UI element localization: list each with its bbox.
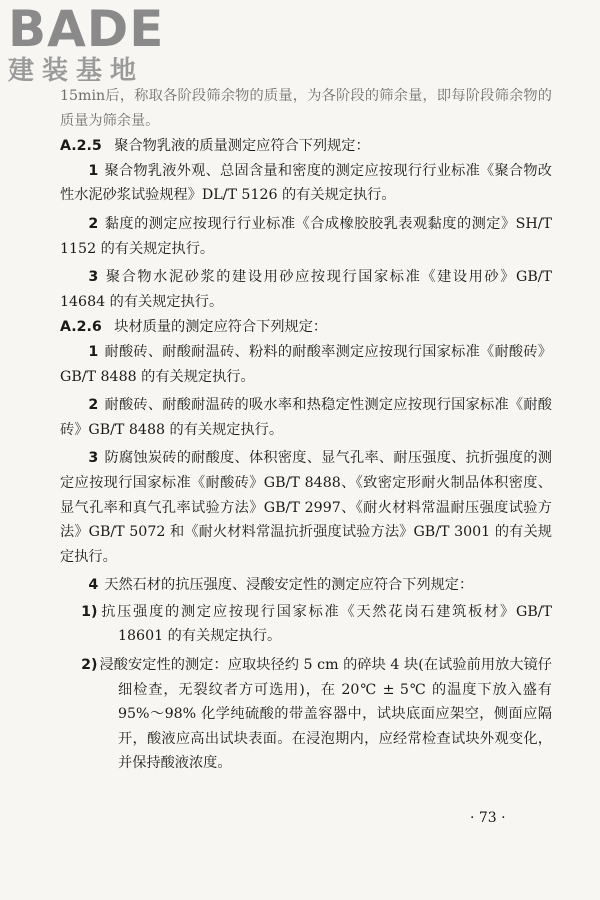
clause-a26 xyxy=(60,315,552,340)
subitem-2 xyxy=(60,653,552,776)
item-a25-3 xyxy=(60,265,552,314)
subitem-number: 2) xyxy=(81,657,98,674)
subitem-text: 抗压强度的测定应按现行国家标准《天然花岗石建筑板材》GB/T 18601 的有关规定执行。 xyxy=(99,603,552,645)
paragraph-continuation: 15min后，称取各阶段筛余物的质量，为各阶段的筛余量，即每阶段筛余物的质量为筛余量。 xyxy=(60,88,552,129)
item-text: 天然石材的抗压强度、浸酸安定性的测定应符合下列规定： xyxy=(104,577,474,594)
item-number: 3 xyxy=(88,269,99,286)
item-a25-1 xyxy=(60,159,552,208)
item-text: 聚合物水泥砂浆的建设用砂应按现行国家标准《建设用砂》GB/T 14684 的有关规定执行。 xyxy=(60,269,552,310)
clause-number: A.2.5 xyxy=(60,138,102,155)
item-a26-1 xyxy=(60,340,552,389)
item-number: 2 xyxy=(88,397,99,414)
clause-text: 块材质量的测定应符合下列规定： xyxy=(114,319,328,336)
item-a25-2 xyxy=(60,212,552,261)
item-number: 2 xyxy=(88,215,99,232)
clause-number: A.2.6 xyxy=(60,319,102,336)
subitem-1 xyxy=(60,600,552,649)
item-text: 黏度的测定应按现行行业标准《合成橡胶胶乳表观黏度的测定》SH/T 1152 的有关规定执行。 xyxy=(60,215,552,257)
item-a26-4 xyxy=(60,573,552,598)
logo-chinese: 建装基地 xyxy=(8,56,145,86)
subitem-text: 浸酸安定性的测定：应取块径约 5 cm 的碎块 4 块(在试验前用放大镜仔细检查，无裂纹者方可选用)，在 20℃ ± 5℃ 的温度下放入盛有 95%～98% 化学纯硫酸的带盖容器中，试块底面应架空，侧面应隔开，酸液应高出试块表面。在浸泡期内，应经常检查试块外观变化，并保持酸液浓度。 xyxy=(99,657,552,772)
watermark-logo xyxy=(8,0,178,90)
item-text: 防腐蚀炭砖的耐酸度、体积密度、显气孔率、耐压强度、抗折强度的测定应按现行国家标准《耐酸砖》GB/T 8488、《致密定形耐火制品体积密度、显气孔率和真气孔率试验方法》GB/T 2997、《耐火材料常温耐压强度试验方法》GB/T 5072 和《耐火材料常温抗折强度试验方法》GB/T 3001 的有关规定执行。 xyxy=(60,450,552,565)
item-a26-3 xyxy=(60,446,552,569)
subitem-number: 1) xyxy=(81,603,98,620)
document-body xyxy=(60,84,552,776)
clause-a25 xyxy=(60,134,552,159)
item-text: 耐酸砖、耐酸耐温砖、粉料的耐酸率测定应按现行国家标准《耐酸砖》GB/T 8488 的有关规定执行。 xyxy=(60,343,552,385)
item-text: 耐酸砖、耐酸耐温砖的吸水率和热稳定性测定应按现行国家标准《耐酸砖》GB/T 8488 的有关规定执行。 xyxy=(60,397,552,438)
page-number: · 73 · xyxy=(470,810,506,826)
logo-word: BADE xyxy=(8,0,165,58)
item-number: 3 xyxy=(88,450,99,467)
clause-text: 聚合物乳液的质量测定应符合下列规定： xyxy=(114,138,370,155)
item-number: 1 xyxy=(88,343,99,360)
item-a26-2 xyxy=(60,393,552,442)
item-text: 聚合物乳液外观、总固含量和密度的测定应按现行行业标准《聚合物改性水泥砂浆试验规程》DL/T 5126 的有关规定执行。 xyxy=(60,162,552,204)
item-number: 1 xyxy=(88,162,99,179)
item-number: 4 xyxy=(88,577,99,594)
